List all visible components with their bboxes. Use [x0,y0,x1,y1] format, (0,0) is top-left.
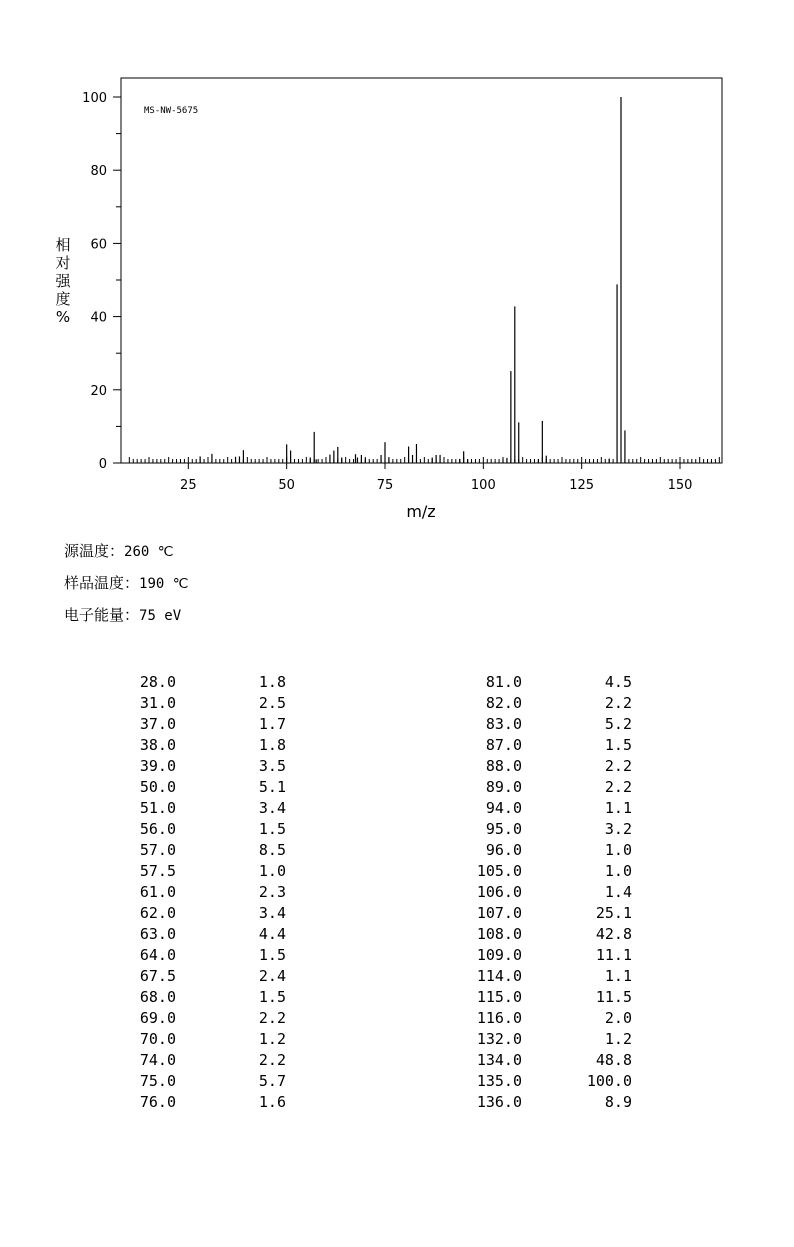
mz-value: 62.0 [139,904,176,922]
abundance-value: 4.5 [604,673,632,691]
condition-value: 75 eV [139,608,182,624]
y-tick-label: 20 [90,383,107,399]
mz-value: 106.0 [476,883,522,901]
abundance-value: 42.8 [595,925,632,943]
mz-value: 88.0 [485,757,522,775]
mz-value: 87.0 [485,736,522,754]
abundance-value: 1.8 [258,673,286,691]
minor-ticks [129,457,719,463]
table-row [116,673,286,694]
y-tick-label: 80 [90,164,107,180]
mz-value: 132.0 [476,1030,522,1048]
mz-value: 76.0 [139,1093,176,1111]
mz-value: 38.0 [139,736,176,754]
table-row [462,1051,632,1072]
abundance-value: 1.0 [604,862,632,880]
mz-value: 61.0 [139,883,176,901]
mz-value: 67.5 [139,967,176,985]
table-row [116,862,286,883]
peak-table-right [462,673,632,1114]
table-row [116,736,286,757]
abundance-value: 8.5 [258,841,286,859]
abundance-value: 2.2 [258,1009,286,1027]
x-tick-label: 50 [278,478,295,493]
mz-value: 83.0 [485,715,522,733]
abundance-value: 100.0 [586,1072,632,1090]
table-row [116,820,286,841]
abundance-value: 5.7 [258,1072,286,1090]
peak-table-left [116,673,286,1114]
mz-value: 64.0 [139,946,176,964]
table-row [116,967,286,988]
mz-value: 94.0 [485,799,522,817]
table-row [116,946,286,967]
abundance-value: 3.4 [258,904,286,922]
peak-bars [200,97,625,463]
condition-source-temp [64,540,173,561]
mz-value: 37.0 [139,715,176,733]
mz-value: 57.0 [139,841,176,859]
table-row [462,778,632,799]
table-row [462,736,632,757]
x-tick-label: 125 [569,478,595,493]
condition-value: 190 ℃ [139,576,189,592]
mz-value: 107.0 [476,904,522,922]
abundance-value: 25.1 [595,904,632,922]
table-row [116,694,286,715]
abundance-value: 1.0 [604,841,632,859]
table-row [462,694,632,715]
mz-value: 51.0 [139,799,176,817]
table-row [116,1093,286,1114]
mz-value: 95.0 [485,820,522,838]
table-row [462,967,632,988]
mz-value: 89.0 [485,778,522,796]
abundance-value: 1.1 [604,799,632,817]
abundance-value: 1.4 [604,883,632,901]
table-row [116,925,286,946]
x-axis [180,463,692,493]
table-row [116,757,286,778]
x-tick-label: 25 [180,478,197,493]
mz-value: 116.0 [476,1009,522,1027]
table-row [116,1051,286,1072]
mz-value: 115.0 [476,988,522,1006]
mz-value: 70.0 [139,1030,176,1048]
table-row [462,925,632,946]
abundance-value: 1.1 [604,967,632,985]
condition-electron-energy [64,604,181,625]
abundance-value: 1.2 [604,1030,632,1048]
abundance-value: 3.5 [258,757,286,775]
abundance-value: 2.4 [258,967,286,985]
table-row [462,820,632,841]
table-row [116,1072,286,1093]
y-tick-label: 100 [82,91,107,106]
abundance-value: 5.2 [604,715,632,733]
y-tick-label: 40 [90,310,107,326]
mz-value: 69.0 [139,1009,176,1027]
y-label-char: 度 [55,290,71,308]
table-row [462,1009,632,1030]
abundance-value: 4.4 [258,925,286,943]
table-row [116,799,286,820]
abundance-value: 11.5 [595,988,632,1006]
abundance-value: 1.8 [258,736,286,754]
table-row [462,757,632,778]
mz-value: 81.0 [485,673,522,691]
abundance-value: 1.5 [258,946,286,964]
table-row [462,862,632,883]
mz-value: 96.0 [485,841,522,859]
table-row [462,946,632,967]
y-axis [82,91,121,472]
abundance-value: 2.2 [258,1051,286,1069]
mz-value: 57.5 [139,862,176,880]
x-tick-label: 100 [470,478,496,493]
table-row [462,715,632,736]
x-tick-label: 75 [376,478,394,493]
abundance-value: 1.5 [258,820,286,838]
table-row [462,799,632,820]
mz-value: 136.0 [476,1093,522,1111]
abundance-value: 2.2 [604,778,632,796]
condition-label: 样品温度： [64,574,140,592]
mz-value: 31.0 [139,694,176,712]
mz-value: 74.0 [139,1051,176,1069]
abundance-value: 3.2 [604,820,632,838]
table-row [462,988,632,1009]
mz-value: 68.0 [139,988,176,1006]
mz-value: 134.0 [476,1051,522,1069]
table-row [462,1072,632,1093]
table-row [462,1030,632,1051]
table-row [462,883,632,904]
y-label-char: % [55,308,71,326]
table-row [116,904,286,925]
abundance-value: 8.9 [604,1093,632,1111]
abundance-value: 1.0 [258,862,286,880]
condition-sample-temp [64,572,188,593]
abundance-value: 3.4 [258,799,286,817]
mz-value: 109.0 [476,946,522,964]
abundance-value: 1.7 [258,715,286,733]
abundance-value: 2.2 [604,694,632,712]
mz-value: 114.0 [476,967,522,985]
mass-spectrum-chart [0,0,794,530]
abundance-value: 1.6 [258,1093,286,1111]
x-axis-label: m/z [406,502,436,521]
condition-value: 260 ℃ [124,544,174,560]
y-tick-label: 0 [98,457,107,472]
condition-label: 源温度： [64,542,125,560]
mz-value: 50.0 [139,778,176,796]
mz-value: 28.0 [139,673,176,691]
table-row [116,883,286,904]
abundance-value: 2.3 [258,883,286,901]
table-row [462,841,632,862]
table-row [462,904,632,925]
y-axis-label [55,236,71,326]
mz-value: 39.0 [139,757,176,775]
chart-title: MS-NW-5675 [144,106,199,116]
y-label-char: 对 [55,254,71,272]
abundance-value: 5.1 [258,778,286,796]
x-tick-label: 150 [667,478,693,493]
abundance-value: 1.2 [258,1030,286,1048]
condition-label: 电子能量： [64,606,140,624]
abundance-value: 48.8 [595,1051,632,1069]
mz-value: 82.0 [485,694,522,712]
mz-value: 56.0 [139,820,176,838]
table-row [116,778,286,799]
y-tick-label: 60 [90,237,107,253]
abundance-value: 1.5 [258,988,286,1006]
abundance-value: 2.5 [258,694,286,712]
abundance-value: 1.5 [604,736,632,754]
mz-value: 135.0 [476,1072,522,1090]
table-row [116,1009,286,1030]
y-label-char: 相 [55,236,71,254]
abundance-value: 2.0 [604,1009,632,1027]
abundance-value: 11.1 [595,946,632,964]
table-row [116,715,286,736]
mz-value: 105.0 [476,862,522,880]
mz-value: 108.0 [476,925,522,943]
table-row [116,841,286,862]
plot-frame [121,78,722,463]
table-row [462,673,632,694]
table-row [462,1093,632,1114]
mz-value: 63.0 [139,925,176,943]
table-row [116,988,286,1009]
abundance-value: 2.2 [604,757,632,775]
y-label-char: 强 [55,272,71,290]
table-row [116,1030,286,1051]
mz-value: 75.0 [139,1072,176,1090]
